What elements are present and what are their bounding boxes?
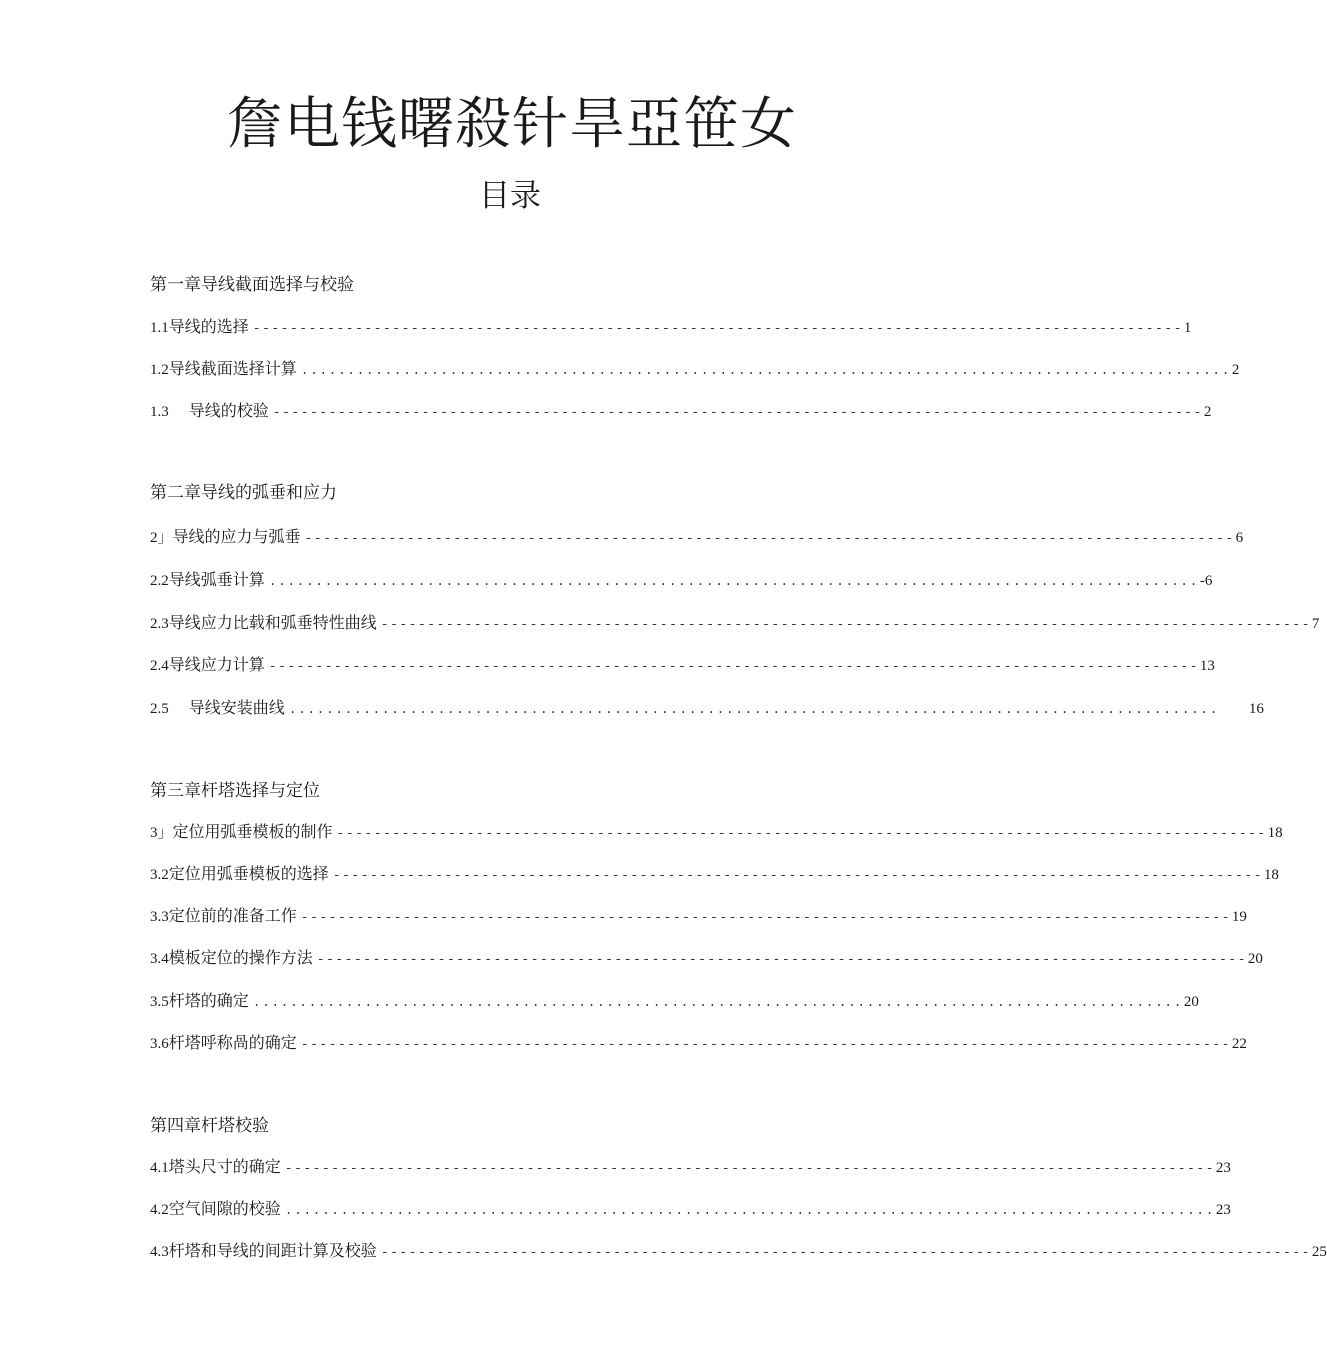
entry-number: 3.2 xyxy=(150,867,169,883)
entry-number: 3.5 xyxy=(150,994,169,1010)
entry-page-number: 7 xyxy=(1311,616,1320,632)
entry-number: 2.3 xyxy=(150,616,169,632)
entry-page-number: 19 xyxy=(1231,909,1247,925)
entry-label: 空气间隙的校验 xyxy=(168,1199,281,1218)
entry-page-number: 1 xyxy=(1183,320,1192,336)
dot-leader: .................................................................................................... xyxy=(268,574,1199,589)
dot-leader: ---------------------------------------------------------------------------------------------------- xyxy=(252,321,1183,336)
toc-entry[interactable] xyxy=(150,947,1263,971)
entry-page-number: 18 xyxy=(1263,867,1279,883)
dot-leader: ---------------------------------------------------------------------------------------------------- xyxy=(300,910,1231,925)
dot-leader: ---------------------------------------------------------------------------------------------------- xyxy=(304,531,1235,546)
toc-entry[interactable] xyxy=(150,358,1240,382)
toc-entry[interactable] xyxy=(150,990,1199,1014)
entry-label: 定位前的准备工作 xyxy=(168,906,297,925)
dot-leader: ---------------------------------------------------------------------------------------------------- xyxy=(332,868,1263,883)
entry-label: 导线的选择 xyxy=(168,317,249,336)
dot-leader: .................................................................................................... xyxy=(284,1203,1215,1218)
entry-number: 3.6 xyxy=(150,1036,169,1052)
toc-entry[interactable] xyxy=(150,654,1215,678)
entry-label: 杆塔呼称咼的确定 xyxy=(168,1033,297,1052)
entry-label: 模板定位的操作方法 xyxy=(168,948,313,967)
toc-entry[interactable] xyxy=(150,863,1279,887)
entry-number: 4.1 xyxy=(150,1160,169,1176)
entry-label: 导线安装曲线 xyxy=(188,698,285,717)
toc-entry[interactable] xyxy=(150,1156,1231,1180)
entry-page-number: -6 xyxy=(1199,573,1213,589)
dot-leader: ---------------------------------------------------------------------------------------------------- xyxy=(380,617,1311,632)
toc-entry[interactable] xyxy=(150,400,1212,424)
entry-number: 2.5 xyxy=(150,701,169,717)
chapter-4-title: 第四章杆塔校验 xyxy=(150,1116,269,1136)
entry-number: 2」 xyxy=(150,530,173,546)
toc-entry[interactable] xyxy=(150,1240,1327,1264)
entry-label: 导线应力比载和弧垂特性曲线 xyxy=(168,613,377,632)
entry-page-number: 16 xyxy=(1248,701,1264,717)
toc-entry[interactable] xyxy=(150,905,1247,929)
entry-label: 导线的应力与弧垂 xyxy=(172,527,301,546)
entry-label: 定位用弧垂模板的制作 xyxy=(172,822,333,841)
toc-entry[interactable] xyxy=(150,612,1320,636)
entry-page-number: 20 xyxy=(1183,994,1199,1010)
entry-number: 4.3 xyxy=(150,1244,169,1260)
entry-page-number: 23 xyxy=(1215,1160,1231,1176)
entry-page-number: 6 xyxy=(1235,530,1244,546)
entry-number: 4.2 xyxy=(150,1202,169,1218)
dot-leader: .................................................................................................... xyxy=(300,363,1231,378)
toc-entry[interactable] xyxy=(150,526,1244,550)
entry-label: 塔头尺寸的确定 xyxy=(168,1157,281,1176)
dot-leader: ---------------------------------------------------------------------------------------------------- xyxy=(300,1037,1231,1052)
entry-number: 3.4 xyxy=(150,951,169,967)
entry-label: 定位用弧垂模板的选择 xyxy=(168,864,329,883)
entry-number: 3.3 xyxy=(150,909,169,925)
chapter-1-title: 第一章导线截面选择与校验 xyxy=(150,275,354,295)
entry-label: 杆塔和导线的间距计算及校验 xyxy=(168,1241,377,1260)
toc-entry[interactable] xyxy=(150,821,1283,845)
dot-leader: .................................................................................................... xyxy=(288,702,1219,717)
chapter-3-title: 第三章杆塔选择与定位 xyxy=(150,781,320,801)
toc-entry[interactable] xyxy=(150,316,1192,340)
entry-number: 2.4 xyxy=(150,658,169,674)
entry-label: 导线弧垂计算 xyxy=(168,570,265,589)
entry-number: 1.2 xyxy=(150,362,169,378)
entry-number: 1.3 xyxy=(150,404,169,420)
dot-leader: ---------------------------------------------------------------------------------------------------- xyxy=(268,659,1199,674)
entry-page-number: 20 xyxy=(1247,951,1263,967)
entry-label: 导线应力计算 xyxy=(168,655,265,674)
toc-entry[interactable] xyxy=(150,1032,1247,1056)
entry-label: 导线截面选择计算 xyxy=(168,359,297,378)
dot-leader: ---------------------------------------------------------------------------------------------------- xyxy=(272,405,1203,420)
toc-entry[interactable] xyxy=(150,697,1264,721)
dot-leader: ---------------------------------------------------------------------------------------------------- xyxy=(316,952,1247,967)
dot-leader: ---------------------------------------------------------------------------------------------------- xyxy=(284,1161,1215,1176)
entry-page-number: 2 xyxy=(1231,362,1240,378)
document-title: 詹电钱曙殺针旱亞笹女 xyxy=(227,92,797,157)
toc-heading: 目录 xyxy=(479,178,541,214)
dot-leader: .................................................................................................... xyxy=(252,995,1183,1010)
entry-page-number: 18 xyxy=(1267,825,1283,841)
entry-page-number: 13 xyxy=(1199,658,1215,674)
entry-number: 2.2 xyxy=(150,573,169,589)
entry-page-number: 23 xyxy=(1215,1202,1231,1218)
entry-number: 3」 xyxy=(150,825,173,841)
entry-number: 1.1 xyxy=(150,320,169,336)
toc-entry[interactable] xyxy=(150,569,1213,593)
entry-page-number: 2 xyxy=(1203,404,1212,420)
dot-leader: ---------------------------------------------------------------------------------------------------- xyxy=(336,826,1267,841)
entry-label: 导线的校验 xyxy=(188,401,269,420)
dot-leader: ---------------------------------------------------------------------------------------------------- xyxy=(380,1245,1311,1260)
toc-entry[interactable] xyxy=(150,1198,1231,1222)
entry-label: 杆塔的确定 xyxy=(168,991,249,1010)
chapter-2-title: 第二章导线的弧垂和应力 xyxy=(150,483,337,503)
entry-page-number: 22 xyxy=(1231,1036,1247,1052)
entry-page-number: 25 xyxy=(1311,1244,1327,1260)
